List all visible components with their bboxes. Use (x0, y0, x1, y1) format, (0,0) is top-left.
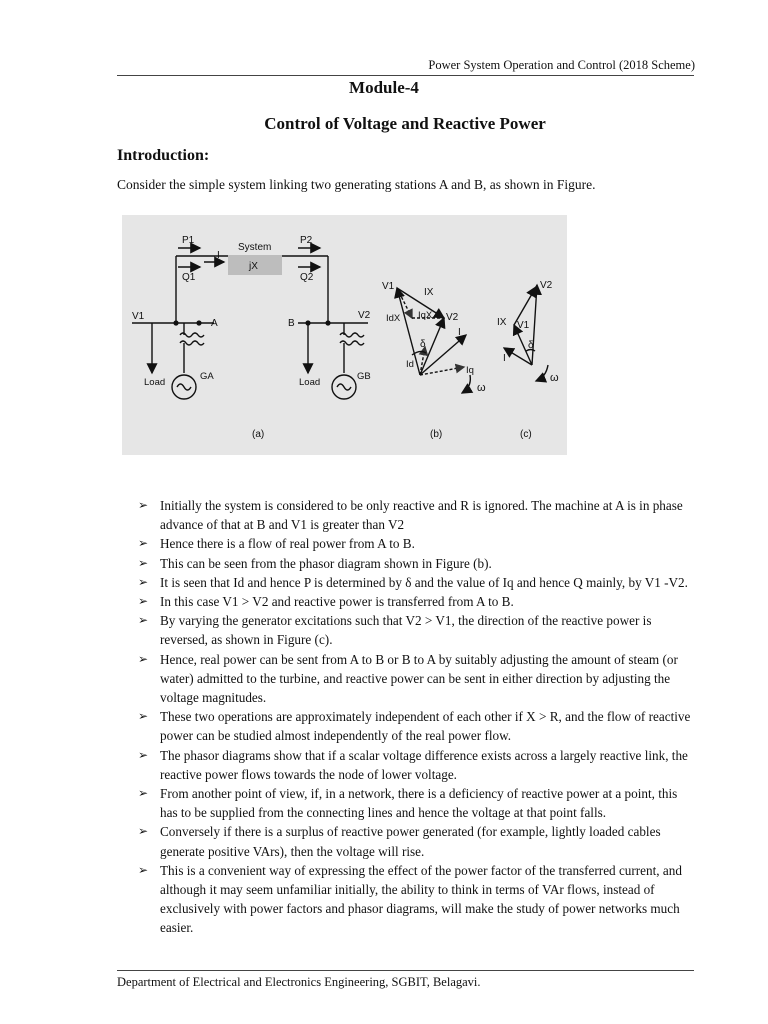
load-b-label: Load (299, 377, 321, 388)
current-label: I (217, 250, 220, 261)
bullet-text: Initially the system is considered to be only reactive and R is ignored. The machine at A is in phase advance of that at B and V1 is greater than V2 (160, 498, 683, 533)
bullet-item (138, 554, 696, 573)
b-current-label: I (458, 327, 461, 338)
arrow-bullet-icon: ➢ (138, 786, 149, 801)
b-delta-label: δ (420, 339, 426, 350)
node-a-label: A (211, 318, 218, 329)
phasor-diagram-b (397, 288, 470, 393)
header-rule (117, 75, 694, 76)
arrow-bullet-icon: ➢ (138, 555, 149, 570)
q1-label: Q1 (182, 272, 196, 283)
b-iq-label: Iq (466, 365, 474, 376)
arrow-bullet-icon: ➢ (138, 709, 149, 724)
bullet-text: Hence, real power can be sent from A to B or B to A by suitably adjusting the amount of steam (or water) admitted to the turbine, and reactive power can be sent in either direction by adjusting the voltage magnitudes. (160, 651, 678, 706)
c-v1-label: V1 (517, 320, 530, 331)
bullet-text: From another point of view, if, in a network, there is a deficiency of reactive power at a point, this has to be supplied from the connecting lines and hence the voltage at that point falls. (160, 786, 678, 821)
bullet-text: This can be seen from the phasor diagram shown in Figure (b). (160, 555, 492, 571)
arrow-bullet-icon: ➢ (138, 651, 149, 666)
generator-b-label: GB (357, 371, 371, 382)
v1-label: V1 (132, 311, 145, 322)
bullet-item (138, 611, 696, 649)
bullet-item (138, 650, 696, 708)
bullet-item (138, 573, 696, 592)
bullet-text: The phasor diagrams show that if a scalar voltage difference exists across a largely reactive link, the reactive power flows towards the node of lower voltage. (160, 747, 688, 782)
b-iqx-label: IqX (418, 310, 433, 321)
b-omega-label: ω (477, 382, 486, 394)
bullet-item (138, 822, 696, 860)
system-label: System (238, 242, 272, 253)
running-header: Power System Operation and Control (2018 Scheme) (428, 58, 695, 72)
caption-a: (a) (252, 429, 265, 440)
load-a-label: Load (144, 377, 166, 388)
p1-label: P1 (182, 235, 195, 246)
node-b-label: B (288, 318, 295, 329)
bullet-text: By varying the generator excitations such that V2 > V1, the direction of the reactive power is reversed, as shown in Figure (c). (160, 613, 652, 648)
bullet-text: It is seen that Id and hence P is determined by δ and the value of Iq and hence Q mainly, by V1 -V2. (160, 574, 688, 590)
bullet-item (138, 861, 696, 938)
b-id-label: Id (406, 359, 414, 370)
c-v2-label: V2 (540, 280, 553, 291)
q2-label: Q2 (300, 272, 314, 283)
intro-paragraph: Consider the simple system linking two generating stations A and B, as shown in Figure. (117, 177, 596, 192)
reactance-label: jX (249, 261, 258, 272)
page-footer: Department of Electrical and Electronics Engineering, SGBIT, Belagavi. (117, 975, 481, 989)
arrow-bullet-icon: ➢ (138, 536, 149, 551)
arrow-bullet-icon: ➢ (138, 824, 149, 839)
section-heading: Introduction: (117, 147, 210, 164)
module-heading: Module-4 (349, 78, 419, 97)
bullet-text: These two operations are approximately independent of each other if X > R, and the flow of reactive power can be studied almost independently of the real power flow. (160, 709, 691, 744)
bullet-item (138, 746, 696, 784)
footer-rule (117, 970, 694, 971)
c-current-label: I (503, 353, 506, 364)
b-v1-label: V1 (382, 281, 395, 292)
arrow-bullet-icon: ➢ (138, 498, 149, 512)
bullet-text: Conversely if there is a surplus of reactive power generated (for example, lightly loaded cables generate positive VArs), then the voltage will rise. (160, 824, 661, 859)
arrow-bullet-icon: ➢ (138, 862, 149, 877)
generator-a-label: GA (200, 371, 214, 382)
bullet-text: In this case V1 > V2 and reactive power is transferred from A to B. (160, 594, 514, 610)
bullet-item (138, 592, 696, 611)
caption-c: (c) (520, 429, 532, 440)
p2-label: P2 (300, 235, 313, 246)
bullet-text: This is a convenient way of expressing the effect of the power factor of the transferred current, and although it may seem unfamiliar initially, the ability to think in terms of VAr flows, instead of exclusively with power factors and phasor diagrams, will make the study of power networks much easier. (160, 862, 682, 936)
caption-b: (b) (430, 429, 443, 440)
b-v2-label: V2 (446, 312, 459, 323)
c-delta-label: δ (528, 340, 534, 351)
bullet-item (138, 707, 696, 745)
v2-label: V2 (358, 310, 371, 321)
arrow-bullet-icon: ➢ (138, 574, 149, 589)
phasor-diagram-c (504, 285, 548, 381)
c-ix-label: IX (497, 317, 507, 328)
bullet-item (138, 534, 696, 553)
page-title: Control of Voltage and Reactive Power (264, 114, 546, 133)
bullet-item (138, 784, 696, 822)
bullet-item (138, 496, 696, 534)
arrow-bullet-icon: ➢ (138, 747, 149, 762)
bullet-text: Hence there is a flow of real power from A to B. (160, 536, 415, 552)
arrow-bullet-icon: ➢ (138, 594, 149, 609)
system-figure (122, 215, 567, 455)
b-idx-label: IdX (386, 313, 401, 324)
bullet-list (138, 496, 696, 938)
figure-diagram (122, 215, 567, 455)
b-ix-label: IX (424, 287, 434, 298)
c-omega-label: ω (550, 372, 559, 384)
arrow-bullet-icon: ➢ (138, 613, 149, 628)
